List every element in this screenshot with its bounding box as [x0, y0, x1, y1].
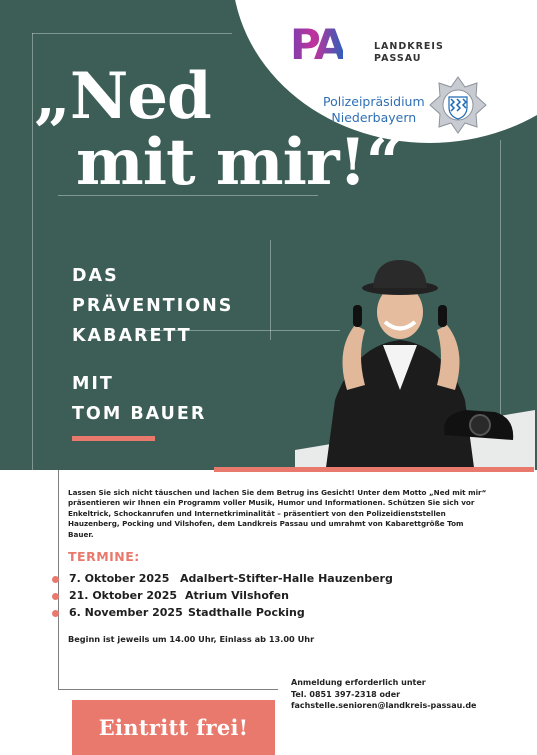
subtitle-line1: DAS [72, 266, 119, 286]
frame-line [32, 33, 33, 470]
event-venue: Stadthalle Pocking [188, 606, 305, 619]
start-time-note: Beginn ist jeweils um 14.00 Uhr, Einlass ab 13.00 Uhr [68, 634, 315, 644]
performer-photo [295, 250, 535, 470]
registration-phone: Tel. 0851 397-2318 oder [291, 689, 401, 699]
event-date: 7. Oktober 2025 [69, 572, 170, 585]
landkreis-line2: PASSAU [374, 52, 422, 64]
subtitle-line3: KABARETT [72, 326, 192, 346]
intro-text: Lassen Sie sich nicht täuschen und lachen Sie dem Betrug ins Gesicht! Unter dem Motto „Ned mit mir“ präsentieren wir Ihnen ein Programm voller Musik, Humor und Informationen. Schützen Sie sich vor Enkeltrick, Schockanrufen und Internetkriminalität – präsentiert von den Polizeidienststellen Hauzenberg, Pocking und Vilshofen, dem Landkreis Passau und umrahmt von Kabarettgröße Tom Bauer. [68, 488, 487, 539]
bullet-icon [52, 610, 59, 617]
registration-info [291, 677, 511, 712]
frame-line [58, 689, 278, 690]
accent-bar-bottom [214, 467, 534, 472]
subtitle-line5: TOM BAUER [72, 404, 207, 424]
registration-line1: Anmeldung erforderlich unter [291, 678, 426, 687]
headline-line2: mit mir!“ [76, 124, 402, 200]
event-venue: Atrium Vilshofen [185, 589, 289, 602]
frame-line [270, 240, 271, 340]
police-star-icon [428, 75, 488, 135]
headline-line1: „Ned [34, 59, 211, 134]
termine-title: TERMINE: [68, 549, 140, 564]
headline [34, 59, 402, 200]
polizei-line2: Niederbayern [331, 110, 417, 126]
frame-line [32, 33, 232, 34]
event-date: 6. November 2025 [69, 606, 183, 619]
subtitle-line2: PRÄVENTIONS [72, 296, 234, 316]
landkreis-passau-logo: PA [290, 20, 344, 69]
accent-bar [72, 436, 155, 441]
free-entry-badge: Eintritt frei! [72, 700, 275, 755]
performer-line [72, 369, 206, 429]
bullet-icon [52, 576, 59, 583]
subtitle [72, 261, 233, 351]
landkreis-label [374, 41, 444, 65]
event-date: 21. Oktober 2025 [69, 589, 178, 602]
event-venue: Adalbert-Stifter-Halle Hauzenberg [180, 572, 393, 585]
bullet-icon [52, 593, 59, 600]
polizei-line1: Polizeipräsidium [323, 94, 425, 109]
landkreis-line1: LANDKREIS [374, 41, 444, 52]
subtitle-line4: MIT [72, 374, 114, 394]
registration-email: fachstelle.senioren@landkreis-passau.de [291, 701, 477, 711]
